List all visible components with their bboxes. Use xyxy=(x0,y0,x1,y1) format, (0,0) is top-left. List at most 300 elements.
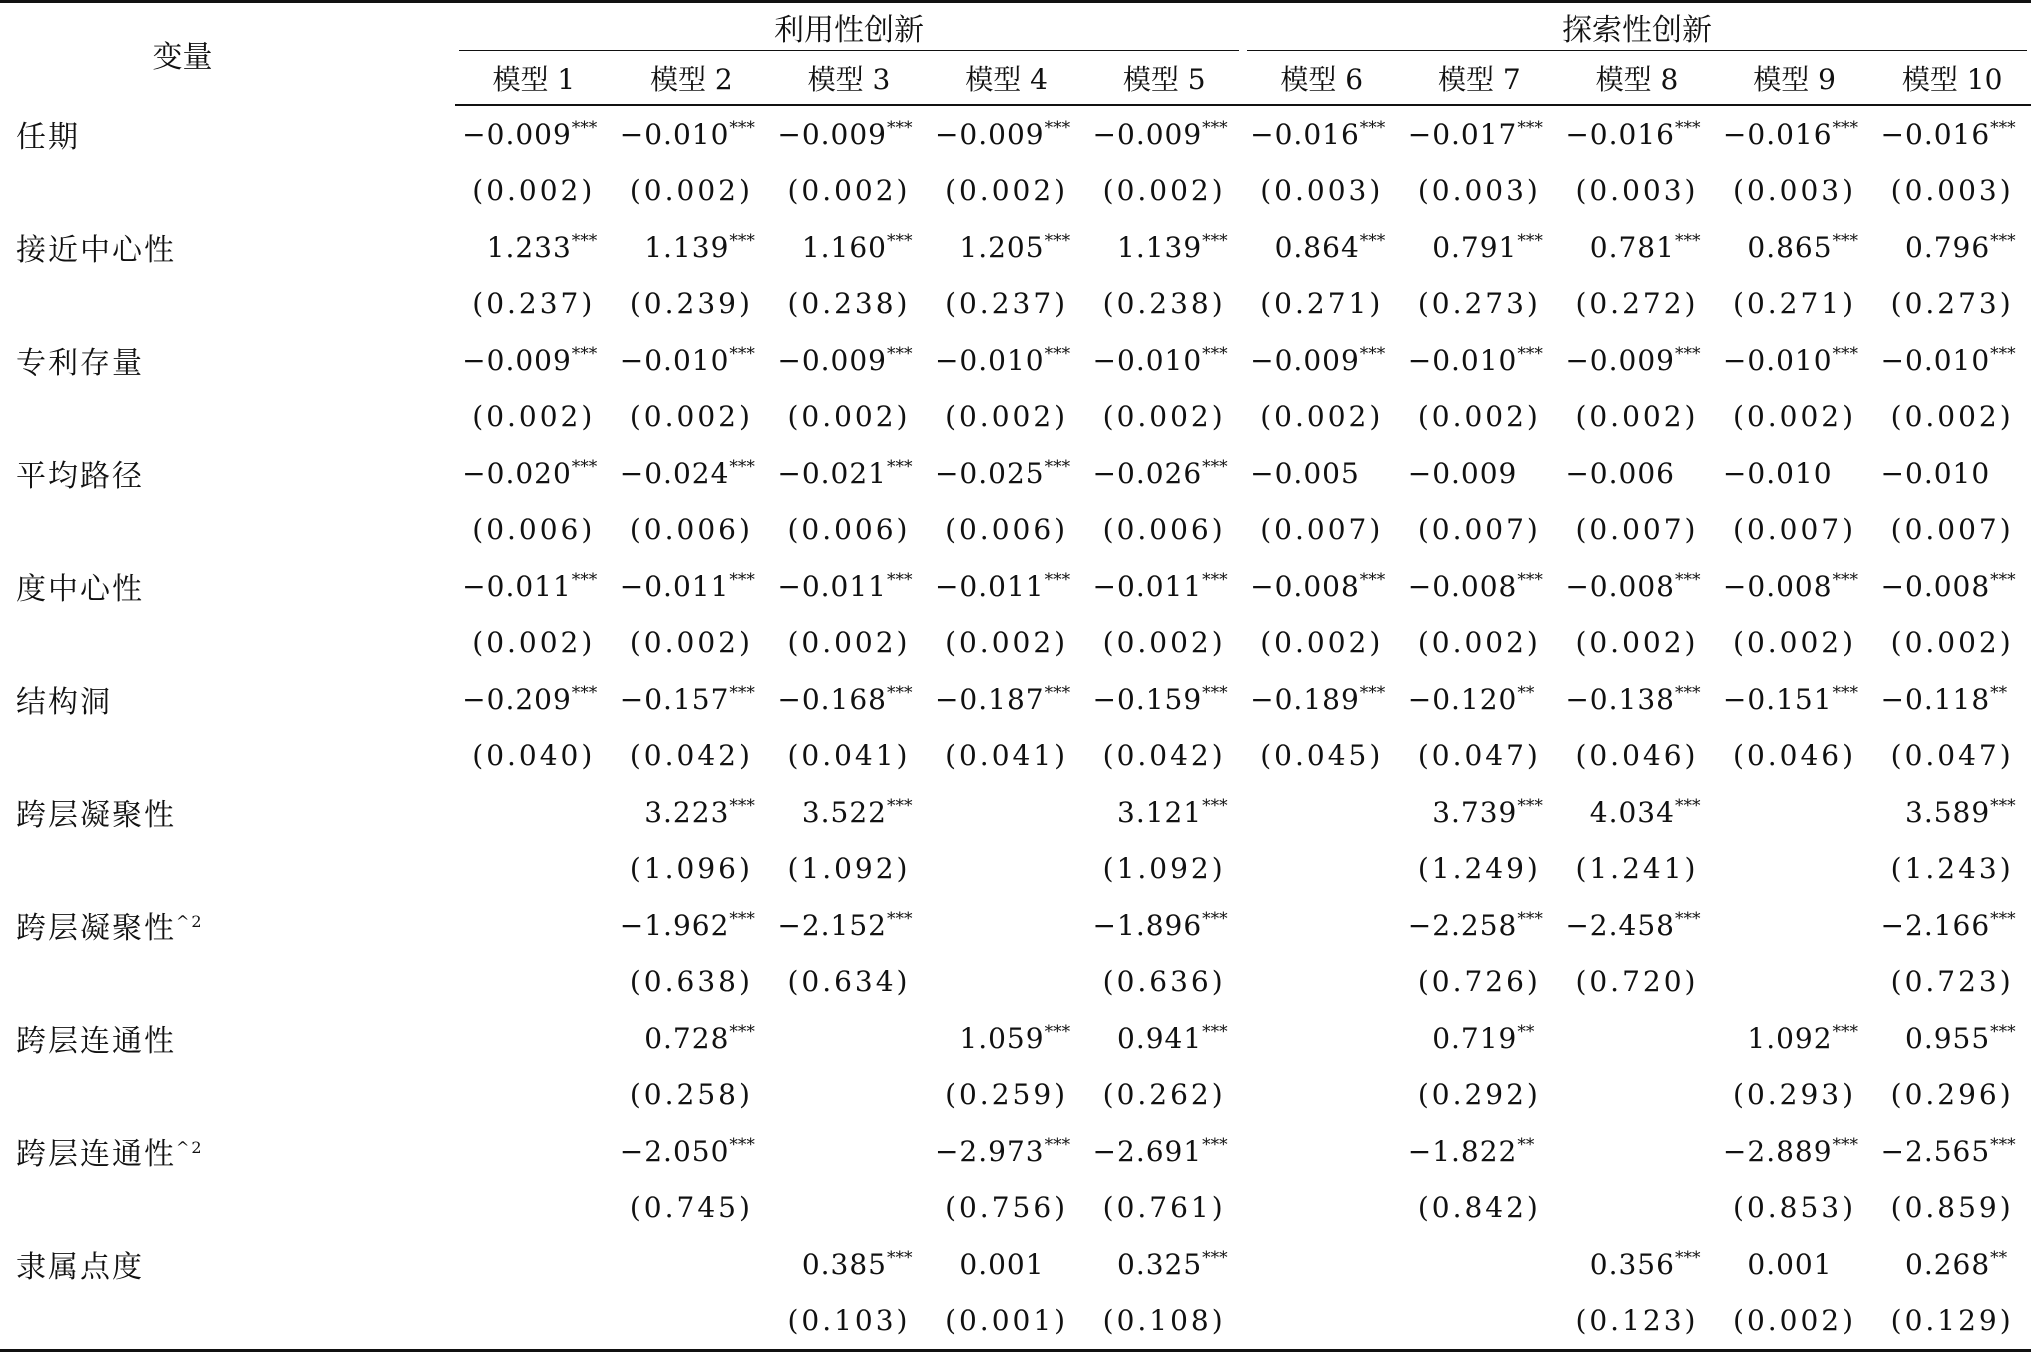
coefficient-value: −0.010 xyxy=(1407,343,1518,377)
coefficient-cell xyxy=(455,1236,613,1293)
coefficient-cell xyxy=(928,1236,1086,1293)
significance-stars: *** xyxy=(886,344,913,365)
standard-error-cell: (0.047) xyxy=(1417,739,1541,773)
empty-label-cell xyxy=(0,1180,455,1237)
coefficient-value: −0.009 xyxy=(1092,117,1203,151)
standard-error-cell: (0.239) xyxy=(629,287,753,321)
significance-stars: *** xyxy=(1202,1022,1228,1043)
significance-stars: *** xyxy=(1359,344,1386,365)
standard-error-cell xyxy=(1243,1293,1401,1351)
significance-stars: *** xyxy=(1832,1135,1859,1156)
significance-stars: *** xyxy=(1674,796,1701,817)
coef-row xyxy=(0,332,2031,389)
coefficient-value: −2.152 xyxy=(777,908,887,942)
coefficient-cell xyxy=(1085,558,1243,615)
variable-label-text: 跨层连通性 xyxy=(16,1024,176,1060)
standard-error-cell: (0.002) xyxy=(945,400,1069,434)
se-row xyxy=(0,502,2031,559)
significance-stars: *** xyxy=(1674,118,1701,139)
standard-error-cell: (0.271) xyxy=(1260,287,1384,321)
significance-stars: *** xyxy=(1832,344,1859,365)
significance-stars: *** xyxy=(1202,231,1228,252)
significance-stars: *** xyxy=(571,118,598,139)
coefficient-cell xyxy=(928,558,1086,615)
significance-stars: *** xyxy=(1044,683,1071,704)
coefficient-cell xyxy=(1558,1010,1716,1067)
coefficient-value: −2.050 xyxy=(619,1134,730,1168)
significance-stars: *** xyxy=(1202,909,1228,930)
standard-error-cell: (0.002) xyxy=(472,400,596,434)
coefficient-value: −1.822 xyxy=(1407,1134,1518,1168)
significance-stars: *** xyxy=(1044,118,1071,139)
standard-error-cell: (0.006) xyxy=(1102,513,1226,547)
coef-row xyxy=(0,558,2031,615)
standard-error-cell: (0.761) xyxy=(1102,1191,1226,1225)
significance-stars: *** xyxy=(886,909,913,930)
variable-label xyxy=(0,445,455,502)
standard-error-cell: (0.003) xyxy=(1890,174,2014,208)
significance-stars: *** xyxy=(1832,118,1859,139)
standard-error-cell xyxy=(928,841,1086,898)
coefficient-cell xyxy=(455,332,613,389)
standard-error-cell: (0.002) xyxy=(1716,1293,1874,1351)
standard-error-cell: (0.047) xyxy=(1890,739,2014,773)
coefficient-cell xyxy=(1716,897,1874,954)
coefficient-cell xyxy=(1716,1236,1874,1293)
se-row xyxy=(0,163,2031,220)
coef-row xyxy=(0,1236,2031,1293)
model-header: 模型 5 xyxy=(1085,51,1243,105)
significance-stars: *** xyxy=(729,796,755,817)
significance-stars: *** xyxy=(1517,344,1543,365)
coefficient-value: 1.139 xyxy=(644,230,730,264)
coefficient-value: −0.151 xyxy=(1722,682,1833,716)
significance-stars: *** xyxy=(1517,909,1543,930)
standard-error-cell: (0.726) xyxy=(1417,965,1541,999)
significance-stars: *** xyxy=(1202,570,1228,591)
standard-error-cell: (0.002) xyxy=(1260,400,1384,434)
coefficient-cell xyxy=(1873,1010,2031,1067)
significance-stars: *** xyxy=(1517,570,1543,591)
coefficient-value: −0.008 xyxy=(1880,569,1991,603)
coefficient-cell xyxy=(1243,445,1401,502)
coefficient-value: 0.796 xyxy=(1905,230,1991,264)
standard-error-cell: (0.002) xyxy=(1102,174,1226,208)
standard-error-cell: (0.273) xyxy=(1417,287,1541,321)
group-header-exploitative xyxy=(455,2,1243,52)
coefficient-cell xyxy=(1085,1123,1243,1180)
coefficient-cell xyxy=(928,784,1086,841)
model-header: 模型 2 xyxy=(613,51,771,105)
coefficient-cell xyxy=(1401,1236,1559,1293)
coefficient-value: −0.016 xyxy=(1880,117,1991,151)
standard-error-cell xyxy=(1716,954,1874,1011)
standard-error-cell: (1.243) xyxy=(1890,852,2014,886)
coef-row xyxy=(0,897,2031,954)
coefficient-value: −0.168 xyxy=(777,682,887,716)
coef-row xyxy=(0,445,2031,502)
coefficient-value: −0.009 xyxy=(1407,456,1518,490)
significance-stars: *** xyxy=(1674,231,1701,252)
significance-stars: *** xyxy=(1359,231,1386,252)
coefficient-value: 0.719 xyxy=(1432,1021,1518,1055)
significance-stars: *** xyxy=(729,1022,755,1043)
standard-error-cell: (0.292) xyxy=(1417,1078,1541,1112)
significance-stars: *** xyxy=(886,1248,913,1269)
coefficient-value: −2.889 xyxy=(1722,1134,1833,1168)
coefficient-cell xyxy=(1085,105,1243,163)
coefficient-cell xyxy=(1716,671,1874,728)
coefficient-cell xyxy=(1873,558,2031,615)
significance-stars: *** xyxy=(1990,231,2016,252)
coefficient-cell xyxy=(1085,219,1243,276)
standard-error-cell: (0.002) xyxy=(629,174,753,208)
standard-error-cell: (0.002) xyxy=(472,626,596,660)
coefficient-value: −2.258 xyxy=(1407,908,1518,942)
coefficient-value: −0.157 xyxy=(619,682,730,716)
significance-stars: ** xyxy=(1990,1248,2008,1269)
coefficient-value: −0.005 xyxy=(1250,456,1360,490)
coefficient-cell xyxy=(455,784,613,841)
se-row xyxy=(0,1293,2031,1351)
significance-stars: *** xyxy=(1674,344,1701,365)
coefficient-cell xyxy=(1243,105,1401,163)
coefficient-value: 0.941 xyxy=(1117,1021,1203,1055)
standard-error-cell: (0.006) xyxy=(945,513,1069,547)
standard-error-cell: (0.002) xyxy=(787,174,911,208)
coefficient-value: 0.865 xyxy=(1747,230,1833,264)
standard-error-cell: (0.002) xyxy=(1890,400,2014,434)
coefficient-cell xyxy=(770,558,928,615)
coefficient-cell xyxy=(1873,332,2031,389)
significance-stars: ** xyxy=(1517,1135,1535,1156)
significance-stars: *** xyxy=(729,231,755,252)
coefficient-value: −0.118 xyxy=(1880,682,1991,716)
model-header: 模型 8 xyxy=(1558,51,1716,105)
coefficient-cell xyxy=(1085,897,1243,954)
coefficient-cell xyxy=(928,897,1086,954)
coefficient-value: −2.973 xyxy=(934,1134,1045,1168)
variable-label-text: 跨层凝聚性 xyxy=(16,798,176,834)
coefficient-value: −0.009 xyxy=(777,343,887,377)
coefficient-value: −0.120 xyxy=(1407,682,1518,716)
standard-error-cell: (1.241) xyxy=(1575,852,1699,886)
standard-error-cell: (0.238) xyxy=(787,287,911,321)
coefficient-value: 3.121 xyxy=(1117,795,1203,829)
table-body xyxy=(0,105,2031,1351)
standard-error-cell: (0.045) xyxy=(1260,739,1384,773)
coefficient-cell xyxy=(770,1123,928,1180)
group-underline xyxy=(459,50,1239,51)
standard-error-cell: (0.003) xyxy=(1733,174,1857,208)
coefficient-value: 1.205 xyxy=(959,230,1045,264)
group-header-exploratory-label: 探索性创新 xyxy=(1561,13,1712,48)
significance-stars: *** xyxy=(1202,457,1228,478)
se-row xyxy=(0,728,2031,785)
coefficient-cell xyxy=(1873,105,2031,163)
model-header: 模型 9 xyxy=(1716,51,1874,105)
significance-stars: *** xyxy=(729,118,755,139)
coefficient-value: 1.092 xyxy=(1747,1021,1833,1055)
coefficient-value: −0.009 xyxy=(1565,343,1675,377)
coefficient-value: −0.010 xyxy=(1722,456,1833,490)
significance-stars: *** xyxy=(1202,1248,1228,1269)
significance-stars: *** xyxy=(1674,683,1701,704)
coefficient-value: −0.017 xyxy=(1407,117,1518,151)
group-header-exploratory xyxy=(1243,2,2031,52)
standard-error-cell: (0.859) xyxy=(1890,1191,2014,1225)
coefficient-cell xyxy=(613,445,771,502)
standard-error-cell: (0.756) xyxy=(945,1191,1069,1225)
coefficient-cell xyxy=(613,1236,771,1293)
coefficient-value: 0.385 xyxy=(801,1247,887,1281)
significance-stars: *** xyxy=(1359,118,1386,139)
coefficient-value: 3.739 xyxy=(1432,795,1518,829)
coefficient-value: −0.008 xyxy=(1407,569,1518,603)
significance-stars: *** xyxy=(1202,1135,1228,1156)
standard-error-cell: (0.123) xyxy=(1558,1293,1716,1351)
coefficient-cell xyxy=(1401,784,1559,841)
coefficient-value: −0.010 xyxy=(1722,343,1833,377)
coefficient-value: 0.955 xyxy=(1905,1021,1991,1055)
coefficient-cell xyxy=(770,784,928,841)
coefficient-cell xyxy=(1873,219,2031,276)
variable-label xyxy=(0,219,455,276)
standard-error-cell: (0.638) xyxy=(629,965,753,999)
standard-error-cell: (0.002) xyxy=(1417,626,1541,660)
coefficient-value: −0.011 xyxy=(777,569,887,603)
coefficient-value: −0.026 xyxy=(1092,456,1203,490)
standard-error-cell xyxy=(613,1293,771,1351)
standard-error-cell: (0.103) xyxy=(770,1293,928,1351)
standard-error-cell: (0.296) xyxy=(1890,1078,2014,1112)
standard-error-cell xyxy=(455,841,613,898)
standard-error-cell xyxy=(1243,1067,1401,1124)
significance-stars: ** xyxy=(1517,683,1535,704)
variable-label-text: 接近中心性 xyxy=(16,233,176,269)
coefficient-cell xyxy=(770,897,928,954)
coef-row xyxy=(0,671,2031,728)
coef-row xyxy=(0,105,2031,163)
standard-error-cell: (0.041) xyxy=(787,739,911,773)
standard-error-cell: (0.237) xyxy=(945,287,1069,321)
coefficient-cell xyxy=(1558,558,1716,615)
coefficient-cell xyxy=(928,332,1086,389)
coefficient-cell xyxy=(1558,1123,1716,1180)
significance-stars: *** xyxy=(1832,570,1859,591)
significance-stars: *** xyxy=(1359,683,1386,704)
coefficient-value: 3.223 xyxy=(644,795,730,829)
standard-error-cell: (0.238) xyxy=(1102,287,1226,321)
variable-header: 变量 xyxy=(0,2,455,106)
coefficient-cell xyxy=(1085,784,1243,841)
coefficient-value: −0.010 xyxy=(619,343,730,377)
coefficient-value: 0.325 xyxy=(1117,1247,1203,1281)
standard-error-cell: (0.006) xyxy=(472,513,596,547)
coefficient-value: −0.020 xyxy=(462,456,572,490)
significance-stars: ** xyxy=(1517,1022,1535,1043)
significance-stars: *** xyxy=(1202,344,1228,365)
coefficient-cell xyxy=(770,1010,928,1067)
significance-stars: *** xyxy=(1990,1022,2016,1043)
standard-error-cell: (0.634) xyxy=(787,965,911,999)
coefficient-value: −0.010 xyxy=(1092,343,1203,377)
coefficient-cell xyxy=(1401,219,1559,276)
standard-error-cell: (0.259) xyxy=(945,1078,1069,1112)
significance-stars: *** xyxy=(729,457,755,478)
standard-error-cell: (0.007) xyxy=(1260,513,1384,547)
coefficient-cell xyxy=(1085,1010,1243,1067)
standard-error-cell: (0.002) xyxy=(787,400,911,434)
significance-stars: ** xyxy=(1990,683,2008,704)
standard-error-cell: (0.002) xyxy=(945,174,1069,208)
variable-label-text: 结构洞 xyxy=(16,685,112,721)
coefficient-cell xyxy=(1716,1123,1874,1180)
significance-stars: *** xyxy=(1202,796,1228,817)
coefficient-cell xyxy=(1401,671,1559,728)
coefficient-value: −0.209 xyxy=(462,682,572,716)
coefficient-value: −0.010 xyxy=(619,117,730,151)
significance-stars: *** xyxy=(571,570,598,591)
coefficient-cell xyxy=(1558,1236,1716,1293)
se-row xyxy=(0,954,2031,1011)
variable-label-text: 专利存量 xyxy=(16,346,144,382)
significance-stars: *** xyxy=(1990,796,2016,817)
standard-error-cell: (0.040) xyxy=(472,739,596,773)
coefficient-cell xyxy=(928,1123,1086,1180)
significance-stars: *** xyxy=(1674,570,1701,591)
standard-error-cell: (0.723) xyxy=(1890,965,2014,999)
coefficient-cell xyxy=(770,332,928,389)
standard-error-cell: (0.003) xyxy=(1260,174,1384,208)
standard-error-cell: (0.636) xyxy=(1102,965,1226,999)
variable-label xyxy=(0,1010,455,1067)
coef-row xyxy=(0,1010,2031,1067)
standard-error-cell: (0.745) xyxy=(629,1191,753,1225)
significance-stars: *** xyxy=(1044,457,1071,478)
significance-stars: *** xyxy=(1044,1135,1071,1156)
standard-error-cell: (0.842) xyxy=(1417,1191,1541,1225)
empty-label-cell xyxy=(0,954,455,1011)
coefficient-value: −2.691 xyxy=(1092,1134,1203,1168)
coefficient-cell xyxy=(1558,671,1716,728)
standard-error-cell: (0.002) xyxy=(1102,626,1226,660)
standard-error-cell: (0.002) xyxy=(1733,400,1857,434)
empty-label-cell xyxy=(0,276,455,333)
standard-error-cell: (0.002) xyxy=(1890,626,2014,660)
coefficient-value: −0.021 xyxy=(777,456,887,490)
standard-error-cell: (0.042) xyxy=(629,739,753,773)
coefficient-cell xyxy=(1401,1010,1559,1067)
coefficient-value: −2.565 xyxy=(1880,1134,1991,1168)
standard-error-cell: (1.092) xyxy=(787,852,911,886)
coefficient-cell xyxy=(770,1236,928,1293)
coefficient-value: 0.356 xyxy=(1589,1247,1675,1281)
standard-error-cell xyxy=(1558,1180,1716,1237)
coefficient-value: −0.009 xyxy=(934,117,1045,151)
significance-stars: *** xyxy=(1517,796,1543,817)
standard-error-cell: (0.042) xyxy=(1102,739,1226,773)
coefficient-cell xyxy=(770,105,928,163)
coefficient-value: −0.011 xyxy=(619,569,730,603)
coefficient-cell xyxy=(613,671,771,728)
coefficient-cell xyxy=(1243,784,1401,841)
empty-label-cell xyxy=(0,502,455,559)
variable-label xyxy=(0,784,455,841)
significance-stars: *** xyxy=(1674,909,1701,930)
variable-label-text: 跨层凝聚性 xyxy=(16,911,176,947)
standard-error-cell xyxy=(1716,841,1874,898)
standard-error-cell xyxy=(928,954,1086,1011)
significance-stars: *** xyxy=(886,683,913,704)
significance-stars: *** xyxy=(1990,909,2016,930)
squared-superscript: ^2 xyxy=(176,1138,204,1158)
variable-label-text: 隶属点度 xyxy=(16,1250,144,1286)
standard-error-cell: (0.002) xyxy=(945,626,1069,660)
coef-row xyxy=(0,1123,2031,1180)
standard-error-cell: (0.002) xyxy=(1733,626,1857,660)
coefficient-cell xyxy=(455,219,613,276)
standard-error-cell xyxy=(455,1180,613,1237)
standard-error-cell: (0.272) xyxy=(1575,287,1699,321)
variable-label xyxy=(0,1123,455,1180)
standard-error-cell: (0.002) xyxy=(1417,400,1541,434)
variable-label xyxy=(0,332,455,389)
se-row xyxy=(0,841,2031,898)
coefficient-cell xyxy=(1716,445,1874,502)
coefficient-cell xyxy=(1085,332,1243,389)
standard-error-cell: (0.006) xyxy=(629,513,753,547)
coefficient-value: −2.458 xyxy=(1565,908,1675,942)
standard-error-cell: (0.108) xyxy=(1085,1293,1243,1351)
coefficient-cell xyxy=(1243,1123,1401,1180)
standard-error-cell: (0.002) xyxy=(1102,400,1226,434)
standard-error-cell: (0.007) xyxy=(1890,513,2014,547)
significance-stars: *** xyxy=(729,1135,755,1156)
empty-label-cell xyxy=(0,615,455,672)
coefficient-value: −0.016 xyxy=(1565,117,1675,151)
coefficient-value: −0.008 xyxy=(1565,569,1675,603)
coefficient-cell xyxy=(1873,897,2031,954)
coefficient-value: −0.159 xyxy=(1092,682,1203,716)
coefficient-cell xyxy=(1558,332,1716,389)
coefficient-value: −0.138 xyxy=(1565,682,1675,716)
coefficient-cell xyxy=(1716,1010,1874,1067)
coefficient-cell xyxy=(613,1010,771,1067)
coefficient-cell xyxy=(928,105,1086,163)
significance-stars: *** xyxy=(1674,1248,1701,1269)
standard-error-cell xyxy=(1558,1067,1716,1124)
coefficient-cell xyxy=(1243,332,1401,389)
significance-stars: *** xyxy=(1044,1022,1071,1043)
coefficient-cell xyxy=(1401,445,1559,502)
coefficient-cell xyxy=(1243,1010,1401,1067)
coefficient-cell xyxy=(1558,784,1716,841)
coefficient-value: 3.522 xyxy=(801,795,887,829)
coefficient-cell xyxy=(1085,671,1243,728)
variable-label xyxy=(0,558,455,615)
coefficient-value: −0.011 xyxy=(1092,569,1203,603)
significance-stars: *** xyxy=(886,796,913,817)
model-header: 模型 10 xyxy=(1873,51,2031,105)
coefficient-cell xyxy=(1243,219,1401,276)
standard-error-cell xyxy=(770,1180,928,1237)
standard-error-cell xyxy=(455,1067,613,1124)
significance-stars: *** xyxy=(1990,344,2016,365)
variable-label xyxy=(0,1236,455,1293)
standard-error-cell: (0.007) xyxy=(1417,513,1541,547)
coef-row xyxy=(0,784,2031,841)
